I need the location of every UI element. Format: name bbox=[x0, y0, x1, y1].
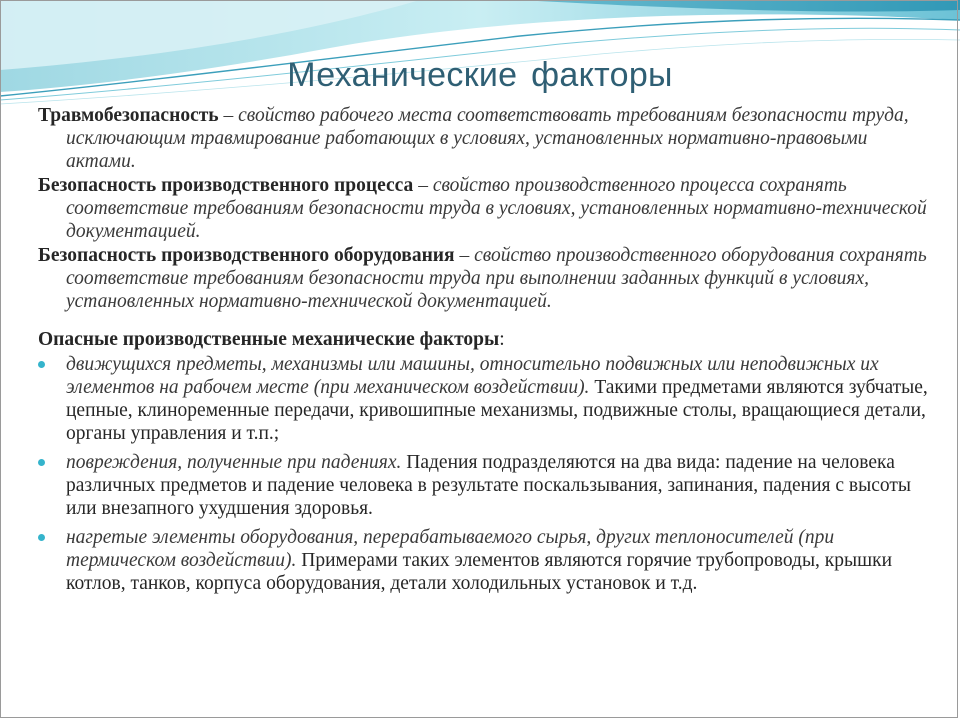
factor-italic-text: движущихся предметы, механизмы или машины, относительно подвижных или неподвижных их элементов на рабочем месте (при механическом воздействии). bbox=[66, 354, 879, 398]
list-item bbox=[38, 353, 933, 445]
list-item bbox=[38, 526, 933, 595]
bullet-dot-icon bbox=[38, 534, 45, 541]
bullet-dot-icon bbox=[38, 459, 45, 466]
factor-italic-text: повреждения, полученные при падениях. bbox=[66, 452, 402, 473]
list-item bbox=[38, 451, 933, 520]
factors-list bbox=[38, 353, 933, 595]
bullet-dot-icon bbox=[38, 361, 45, 368]
definition-equipment-safety bbox=[38, 244, 933, 313]
factors-heading-text: Опасные производственные механические факторы bbox=[38, 329, 500, 350]
slide-content bbox=[38, 104, 933, 601]
definition-term: Травмобезопасность bbox=[38, 105, 219, 126]
definition-injury-safety bbox=[38, 104, 933, 173]
definition-process-safety bbox=[38, 174, 933, 243]
slide-title: Механические факторы bbox=[287, 56, 673, 94]
definition-term: Безопасность производственного оборудования bbox=[38, 245, 455, 266]
definition-term: Безопасность производственного процесса bbox=[38, 175, 414, 196]
factor-plain-text: Падения подразделяются на два вида: падение на человека различных предметов и падение человека в результате поскальзывания, запинания, падения с высоты или внезапного ухудшения здоровья. bbox=[66, 452, 911, 519]
factors-heading bbox=[38, 328, 933, 351]
factor-italic-text: нагретые элементы оборудования, перерабатываемого сырья, других теплоносителей (при термическом воздействии). bbox=[66, 527, 835, 571]
definition-text: – свойство рабочего места соответствовать требованиям безопасности труда, исключающим травмирование работающих в условиях, установленных нормативно-правовыми актами. bbox=[66, 105, 909, 172]
factors-heading-suffix: : bbox=[499, 329, 505, 350]
factor-plain-text: Такими предметами являются зубчатые, цепные, клиноременные передачи, кривошипные механизмы, подвижные столы, вращающиеся детали, органы управления и т.п.; bbox=[66, 377, 928, 444]
definition-text: – свойство производственного оборудования сохранять соответствие требованиям безопасности труда при выполнении заданных функций в условиях, установленных нормативно-технической документацией. bbox=[66, 245, 927, 312]
definition-text: – свойство производственного процесса сохранять соответствие требованиям безопасности труда в условиях, установленных нормативно-технической документацией. bbox=[66, 175, 927, 242]
factor-plain-text: Примерами таких элементов являются горячие трубопроводы, крышки котлов, танков, корпуса оборудования, детали холодильных установок и т.д. bbox=[66, 550, 893, 594]
